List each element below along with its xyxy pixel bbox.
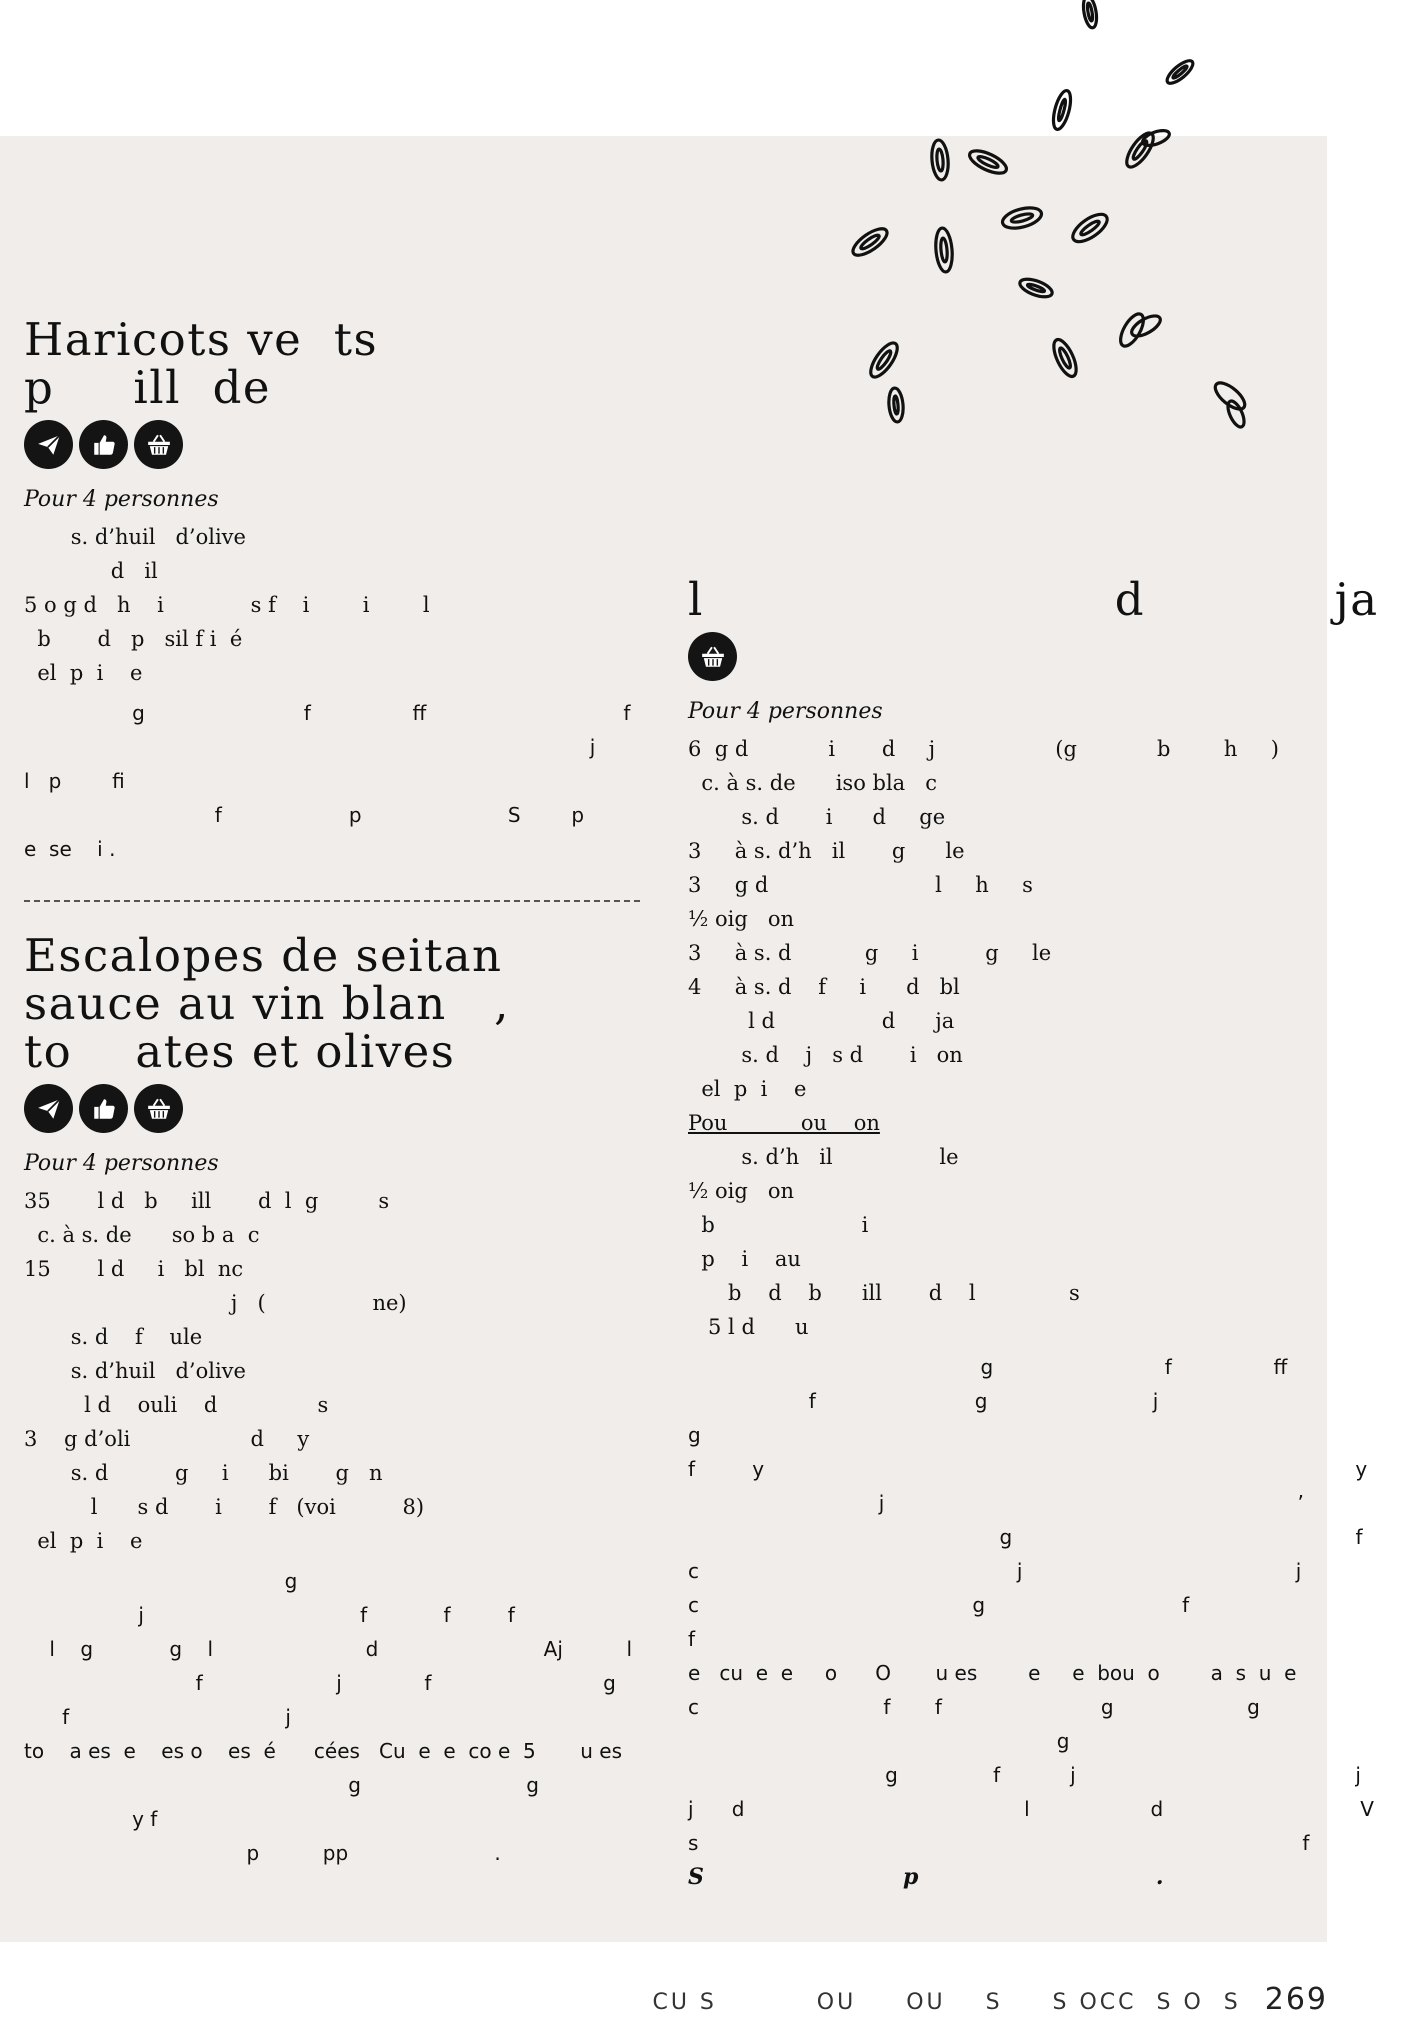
ingredient-item: s. d’huil d’olive bbox=[24, 1359, 246, 1383]
ingredient-item: el p i e bbox=[688, 1077, 807, 1101]
sub-recipe-label: Pou ou on bbox=[688, 1111, 880, 1135]
method-line: g f ff bbox=[688, 1355, 1288, 1379]
ingredient-item: 35 l d b ill d l g s bbox=[24, 1189, 390, 1213]
ingredients-list bbox=[24, 1184, 644, 1558]
ingredient-item: d il bbox=[24, 559, 158, 583]
method-text bbox=[688, 1350, 1374, 1894]
method-line: j f f f bbox=[24, 1603, 515, 1627]
method-line: g bbox=[688, 1423, 701, 1447]
method-line: f g j bbox=[688, 1389, 1159, 1413]
ingredient-item: b i bbox=[688, 1213, 869, 1237]
basket-icon bbox=[134, 1084, 183, 1133]
method-line: e cu e e o O u es e e bou o a s u e bbox=[688, 1661, 1297, 1685]
ingredients-list bbox=[24, 520, 644, 690]
ingredient-item: 4 à s. d f i d bl bbox=[688, 975, 960, 999]
rice-grain-illustration bbox=[840, 0, 1260, 440]
recipe-title: Escalopes de seitan sauce au vin blan , to ates et olives bbox=[24, 929, 510, 1078]
method-closing-line: S p . bbox=[688, 1864, 1164, 1890]
page-footer bbox=[652, 1982, 1328, 2017]
method-line: f p S p bbox=[24, 803, 585, 827]
method-line: f j f g bbox=[24, 1671, 616, 1695]
ingredient-item: s. d i d ge bbox=[688, 805, 946, 829]
ingredient-item: el p i e bbox=[24, 661, 143, 685]
method-line: c j j bbox=[688, 1559, 1302, 1583]
recipe-title: l d ja bbox=[688, 573, 1379, 626]
ingredient-item: ½ oig on bbox=[688, 907, 795, 931]
method-line: f y y bbox=[688, 1457, 1368, 1481]
ingredient-item: 3 à s. d g i g le bbox=[688, 941, 1052, 965]
right-column bbox=[688, 573, 1379, 1894]
ingredients-list bbox=[688, 732, 1318, 1344]
recipe-title: Haricots ve ts p ill de bbox=[24, 313, 379, 414]
method-line: l g g l d Aj l bbox=[24, 1637, 633, 1661]
ingredient-item: 3 g d l h s bbox=[688, 873, 1033, 897]
recipe-icons bbox=[24, 420, 644, 469]
method-line: j d l d V bbox=[688, 1797, 1374, 1821]
ingredient-item: s. d g i bi g n bbox=[24, 1461, 383, 1485]
ingredient-item: b d b ill d l s bbox=[688, 1281, 1080, 1305]
method-text bbox=[24, 1564, 644, 1870]
recipe-haricots bbox=[24, 313, 644, 866]
running-title: CU S OU OU S S OCC S O S bbox=[652, 1990, 1241, 2015]
thumbs-up-icon bbox=[79, 1084, 128, 1133]
ingredient-item: 5 l d u bbox=[688, 1315, 809, 1339]
method-line: to a es e es o es é cées Cu e e co e 5 u es bbox=[24, 1739, 623, 1763]
method-line: g bbox=[24, 1569, 298, 1593]
ingredient-item: s. d j s d i on bbox=[688, 1043, 963, 1067]
servings-label: Pour 4 personnes bbox=[688, 699, 883, 724]
ingredient-item: 3 g d’oli d y bbox=[24, 1427, 310, 1451]
ingredient-item: c. à s. de iso bla c bbox=[688, 771, 937, 795]
method-line: g f bbox=[688, 1525, 1363, 1549]
basket-icon bbox=[134, 420, 183, 469]
ingredient-item: s. d f ule bbox=[24, 1325, 203, 1349]
ingredient-item: l s d i f (voi 8) bbox=[24, 1495, 425, 1519]
method-line: y f bbox=[24, 1807, 158, 1831]
dashed-divider bbox=[24, 900, 640, 902]
method-line: g f j j bbox=[688, 1763, 1361, 1787]
method-line: g f ff f bbox=[24, 701, 631, 725]
recipe-escalopes bbox=[24, 929, 644, 1870]
ingredient-item: l d ouli d s bbox=[24, 1393, 329, 1417]
ingredient-item: 15 l d i bl nc bbox=[24, 1257, 244, 1281]
method-line: f bbox=[688, 1627, 696, 1651]
left-column bbox=[24, 313, 644, 1870]
ingredient-item: l d d ja bbox=[688, 1009, 955, 1033]
ingredient-item: 3 à s. d’h il g le bbox=[688, 839, 965, 863]
recipe-third bbox=[688, 573, 1379, 1894]
method-line: c g f bbox=[688, 1593, 1190, 1617]
thumbs-up-icon bbox=[79, 420, 128, 469]
method-line: f j bbox=[24, 1705, 291, 1729]
servings-label: Pour 4 personnes bbox=[24, 1151, 219, 1176]
paper-plane-icon bbox=[24, 420, 73, 469]
ingredient-item: ½ oig on bbox=[688, 1179, 795, 1203]
servings-label: Pour 4 personnes bbox=[24, 487, 219, 512]
ingredient-item: b d p sil f i é bbox=[24, 627, 243, 651]
method-text bbox=[24, 696, 644, 866]
ingredient-item: 5 o g d h i s f i i l bbox=[24, 593, 430, 617]
ingredient-item: s. d’h il le bbox=[688, 1145, 959, 1169]
method-line: l p fi bbox=[24, 769, 125, 793]
basket-icon bbox=[688, 632, 737, 681]
method-line: j ’ bbox=[688, 1491, 1304, 1515]
ingredient-item: s. d’huil d’olive bbox=[24, 525, 246, 549]
method-line: e se i . bbox=[24, 837, 116, 861]
page-number: 269 bbox=[1264, 1982, 1328, 2017]
recipe-icons bbox=[24, 1084, 644, 1133]
ingredient-item: j ( ne) bbox=[24, 1291, 407, 1315]
recipe-icons bbox=[688, 632, 1318, 681]
method-line: s f bbox=[688, 1831, 1310, 1855]
method-line: j bbox=[24, 735, 596, 759]
ingredient-item: 6 g d i d j (g b h ) bbox=[688, 737, 1279, 761]
method-line: p pp . bbox=[24, 1841, 501, 1865]
ingredient-item: p i au bbox=[688, 1247, 801, 1271]
method-line: c f f g g bbox=[688, 1695, 1260, 1719]
ingredient-item: c. à s. de so b a c bbox=[24, 1223, 260, 1247]
paper-plane-icon bbox=[24, 1084, 73, 1133]
method-line: g g bbox=[24, 1773, 539, 1797]
ingredient-item: el p i e bbox=[24, 1529, 143, 1553]
method-line: g bbox=[688, 1729, 1070, 1753]
